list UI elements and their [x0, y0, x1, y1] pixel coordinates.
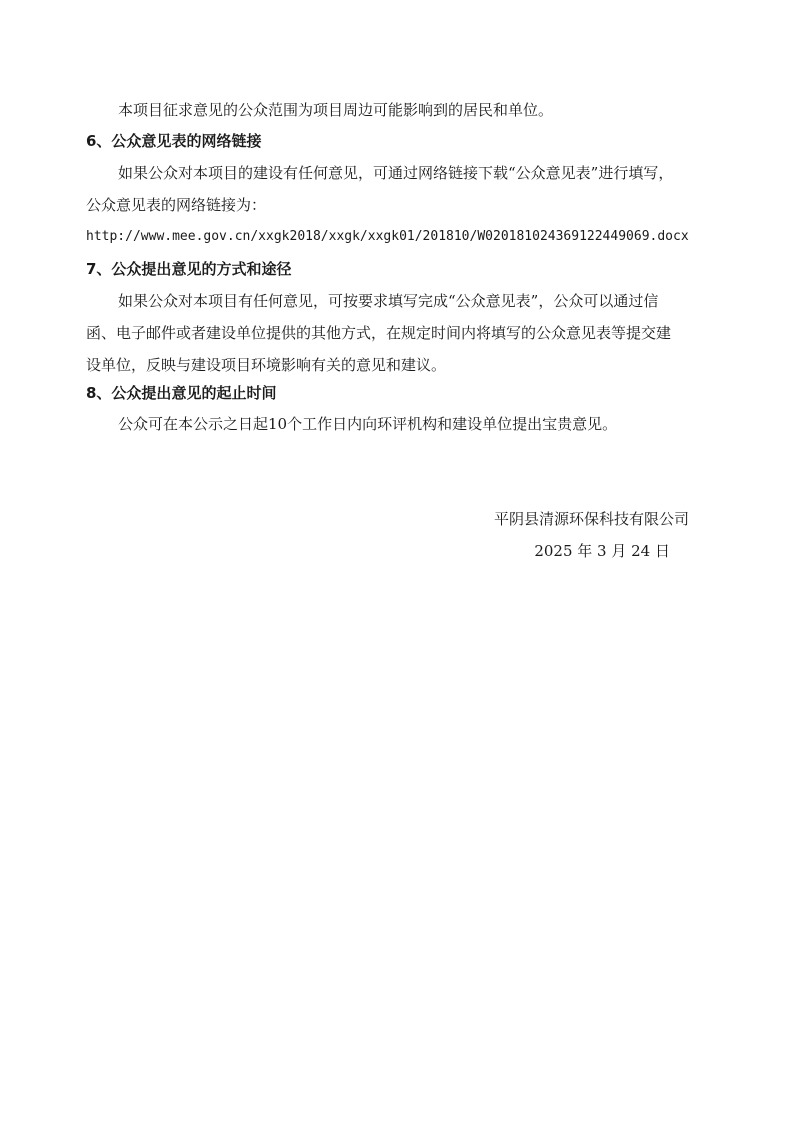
section-7-line-3: 设单位，反映与建设项目环境影响有关的意见和建议。	[86, 356, 447, 374]
scope-paragraph: 本项目征求意见的公众范围为项目周边可能影响到的居民和单位。	[118, 101, 554, 119]
section-7-line-2: 函、电子邮件或者建设单位提供的其他方式，在规定时间内将填写的公众意见表等提交建	[86, 324, 672, 342]
section-8-line-1: 公众可在本公示之日起10个工作日内向环评机构和建设单位提出宝贵意见。	[118, 415, 618, 433]
section-6-line-1: 如果公众对本项目的建设有任何意见，可通过网络链接下载“公众意见表”进行填写，	[118, 164, 674, 182]
company-signature: 平阴县清源环保科技有限公司	[493, 510, 689, 528]
signature-date: 2025 年 3 月 24 日	[534, 542, 670, 560]
section-7-line-1: 如果公众对本项目有任何意见，可按要求填写完成“公众意见表”，公众可以通过信	[118, 292, 659, 310]
section-8-heading: 8、公众提出意见的起止时间	[86, 384, 277, 402]
section-7-heading: 7、公众提出意见的方式和途径	[86, 260, 292, 278]
section-6-line-2: 公众意见表的网络链接为：	[86, 196, 267, 214]
form-download-link[interactable]: http://www.mee.gov.cn/xxgk2018/xxgk/xxgk01/201810/W020181024369122449069.docx	[86, 229, 689, 244]
section-6-heading: 6、公众意见表的网络链接	[86, 132, 262, 150]
